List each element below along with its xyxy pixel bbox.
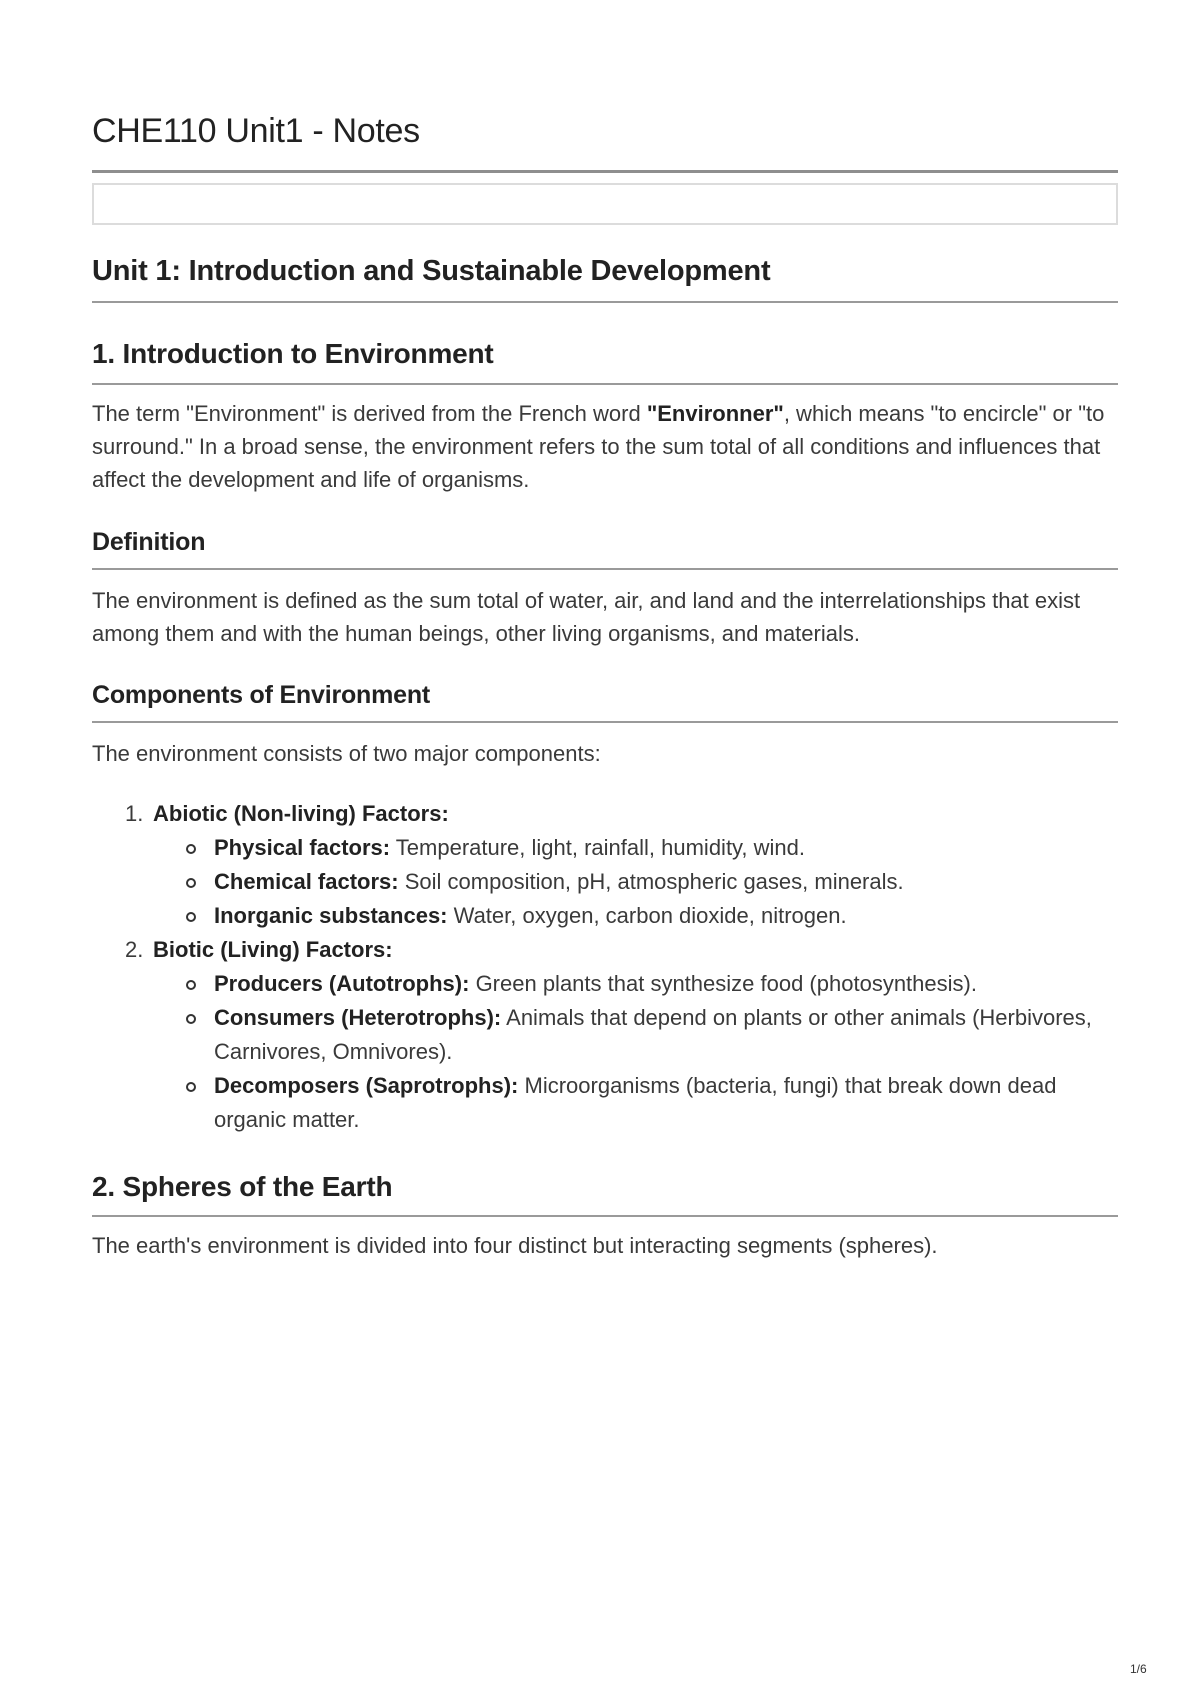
item-desc: Microorganisms (bacteria, fungi) that break down dead organic matter. (214, 1073, 1057, 1132)
item-desc: Temperature, light, rainfall, humidity, wind. (390, 835, 806, 860)
empty-content-box (92, 183, 1118, 225)
item-term: Decomposers (Saprotrophs): (214, 1073, 519, 1098)
list-item-biotic (92, 933, 1118, 1137)
section2-paragraph: The earth's environment is divided into four distinct but interacting segments (spheres). (92, 1233, 938, 1258)
page-number: 1/6 (1130, 1662, 1147, 1676)
list-item-label: Abiotic (Non-living) Factors: (153, 801, 449, 826)
circle-bullet-icon (186, 1082, 196, 1092)
item-term: Chemical factors: (214, 869, 399, 894)
section1-divider (92, 383, 1118, 385)
circle-bullet-icon (186, 1014, 196, 1024)
item-term: Physical factors: (214, 835, 391, 860)
list-item-abiotic (92, 797, 1118, 933)
circle-bullet-icon (186, 878, 196, 888)
item-desc: Soil composition, pH, atmospheric gases, minerals. (398, 869, 904, 894)
list-item (92, 899, 1118, 933)
list-item (92, 865, 1118, 899)
list-number: 1. (125, 801, 144, 826)
list-item (92, 967, 1118, 1001)
definition-heading: Definition (92, 528, 206, 556)
list-item (92, 1001, 1118, 1069)
item-term: Inorganic substances: (214, 903, 448, 928)
components-heading: Components of Environment (92, 681, 431, 709)
components-divider (92, 721, 1118, 723)
components-list (92, 797, 1118, 1137)
item-desc: Green plants that synthesize food (photosynthesis). (469, 971, 977, 996)
circle-bullet-icon (186, 912, 196, 922)
item-term: Consumers (Heterotrophs): (214, 1005, 502, 1030)
list-item-label: Biotic (Living) Factors: (153, 937, 393, 962)
section1-para-post: , which means "to encircle" or "to surround." In a broad sense, the environment refers to the sum total of all conditions and influences that affect the development and life of organisms. (92, 401, 1105, 492)
item-desc: Water, oxygen, carbon dioxide, nitrogen. (447, 903, 847, 928)
section2-heading: 2. Spheres of the Earth (92, 1171, 393, 1202)
unit-heading: Unit 1: Introduction and Sustainable Development (92, 255, 771, 287)
list-item (92, 831, 1118, 865)
list-item (92, 1069, 1118, 1137)
unit-heading-divider (92, 301, 1118, 303)
item-desc: Animals that depend on plants or other animals (Herbivores, Carnivores, Omnivores). (214, 1005, 1092, 1064)
biotic-sublist (153, 967, 1118, 1137)
document-title: CHE110 Unit1 - Notes (92, 112, 420, 150)
item-term: Producers (Autotrophs): (214, 971, 470, 996)
components-intro: The environment consists of two major components: (92, 741, 601, 766)
definition-divider (92, 568, 1118, 570)
section2-divider (92, 1215, 1118, 1217)
list-number: 2. (125, 937, 144, 962)
title-divider (92, 170, 1118, 173)
abiotic-sublist (153, 831, 1118, 933)
definition-paragraph: The environment is defined as the sum total of water, air, and land and the interrelationships that exist among them and with the human beings, other living organisms, and materials. (92, 588, 1081, 646)
section1-para-pre: The term "Environment" is derived from the French word (92, 401, 647, 426)
section1-heading: 1. Introduction to Environment (92, 338, 494, 369)
circle-bullet-icon (186, 980, 196, 990)
circle-bullet-icon (186, 844, 196, 854)
section1-paragraph (92, 397, 1118, 496)
section1-para-bold: "Environner" (646, 401, 784, 426)
